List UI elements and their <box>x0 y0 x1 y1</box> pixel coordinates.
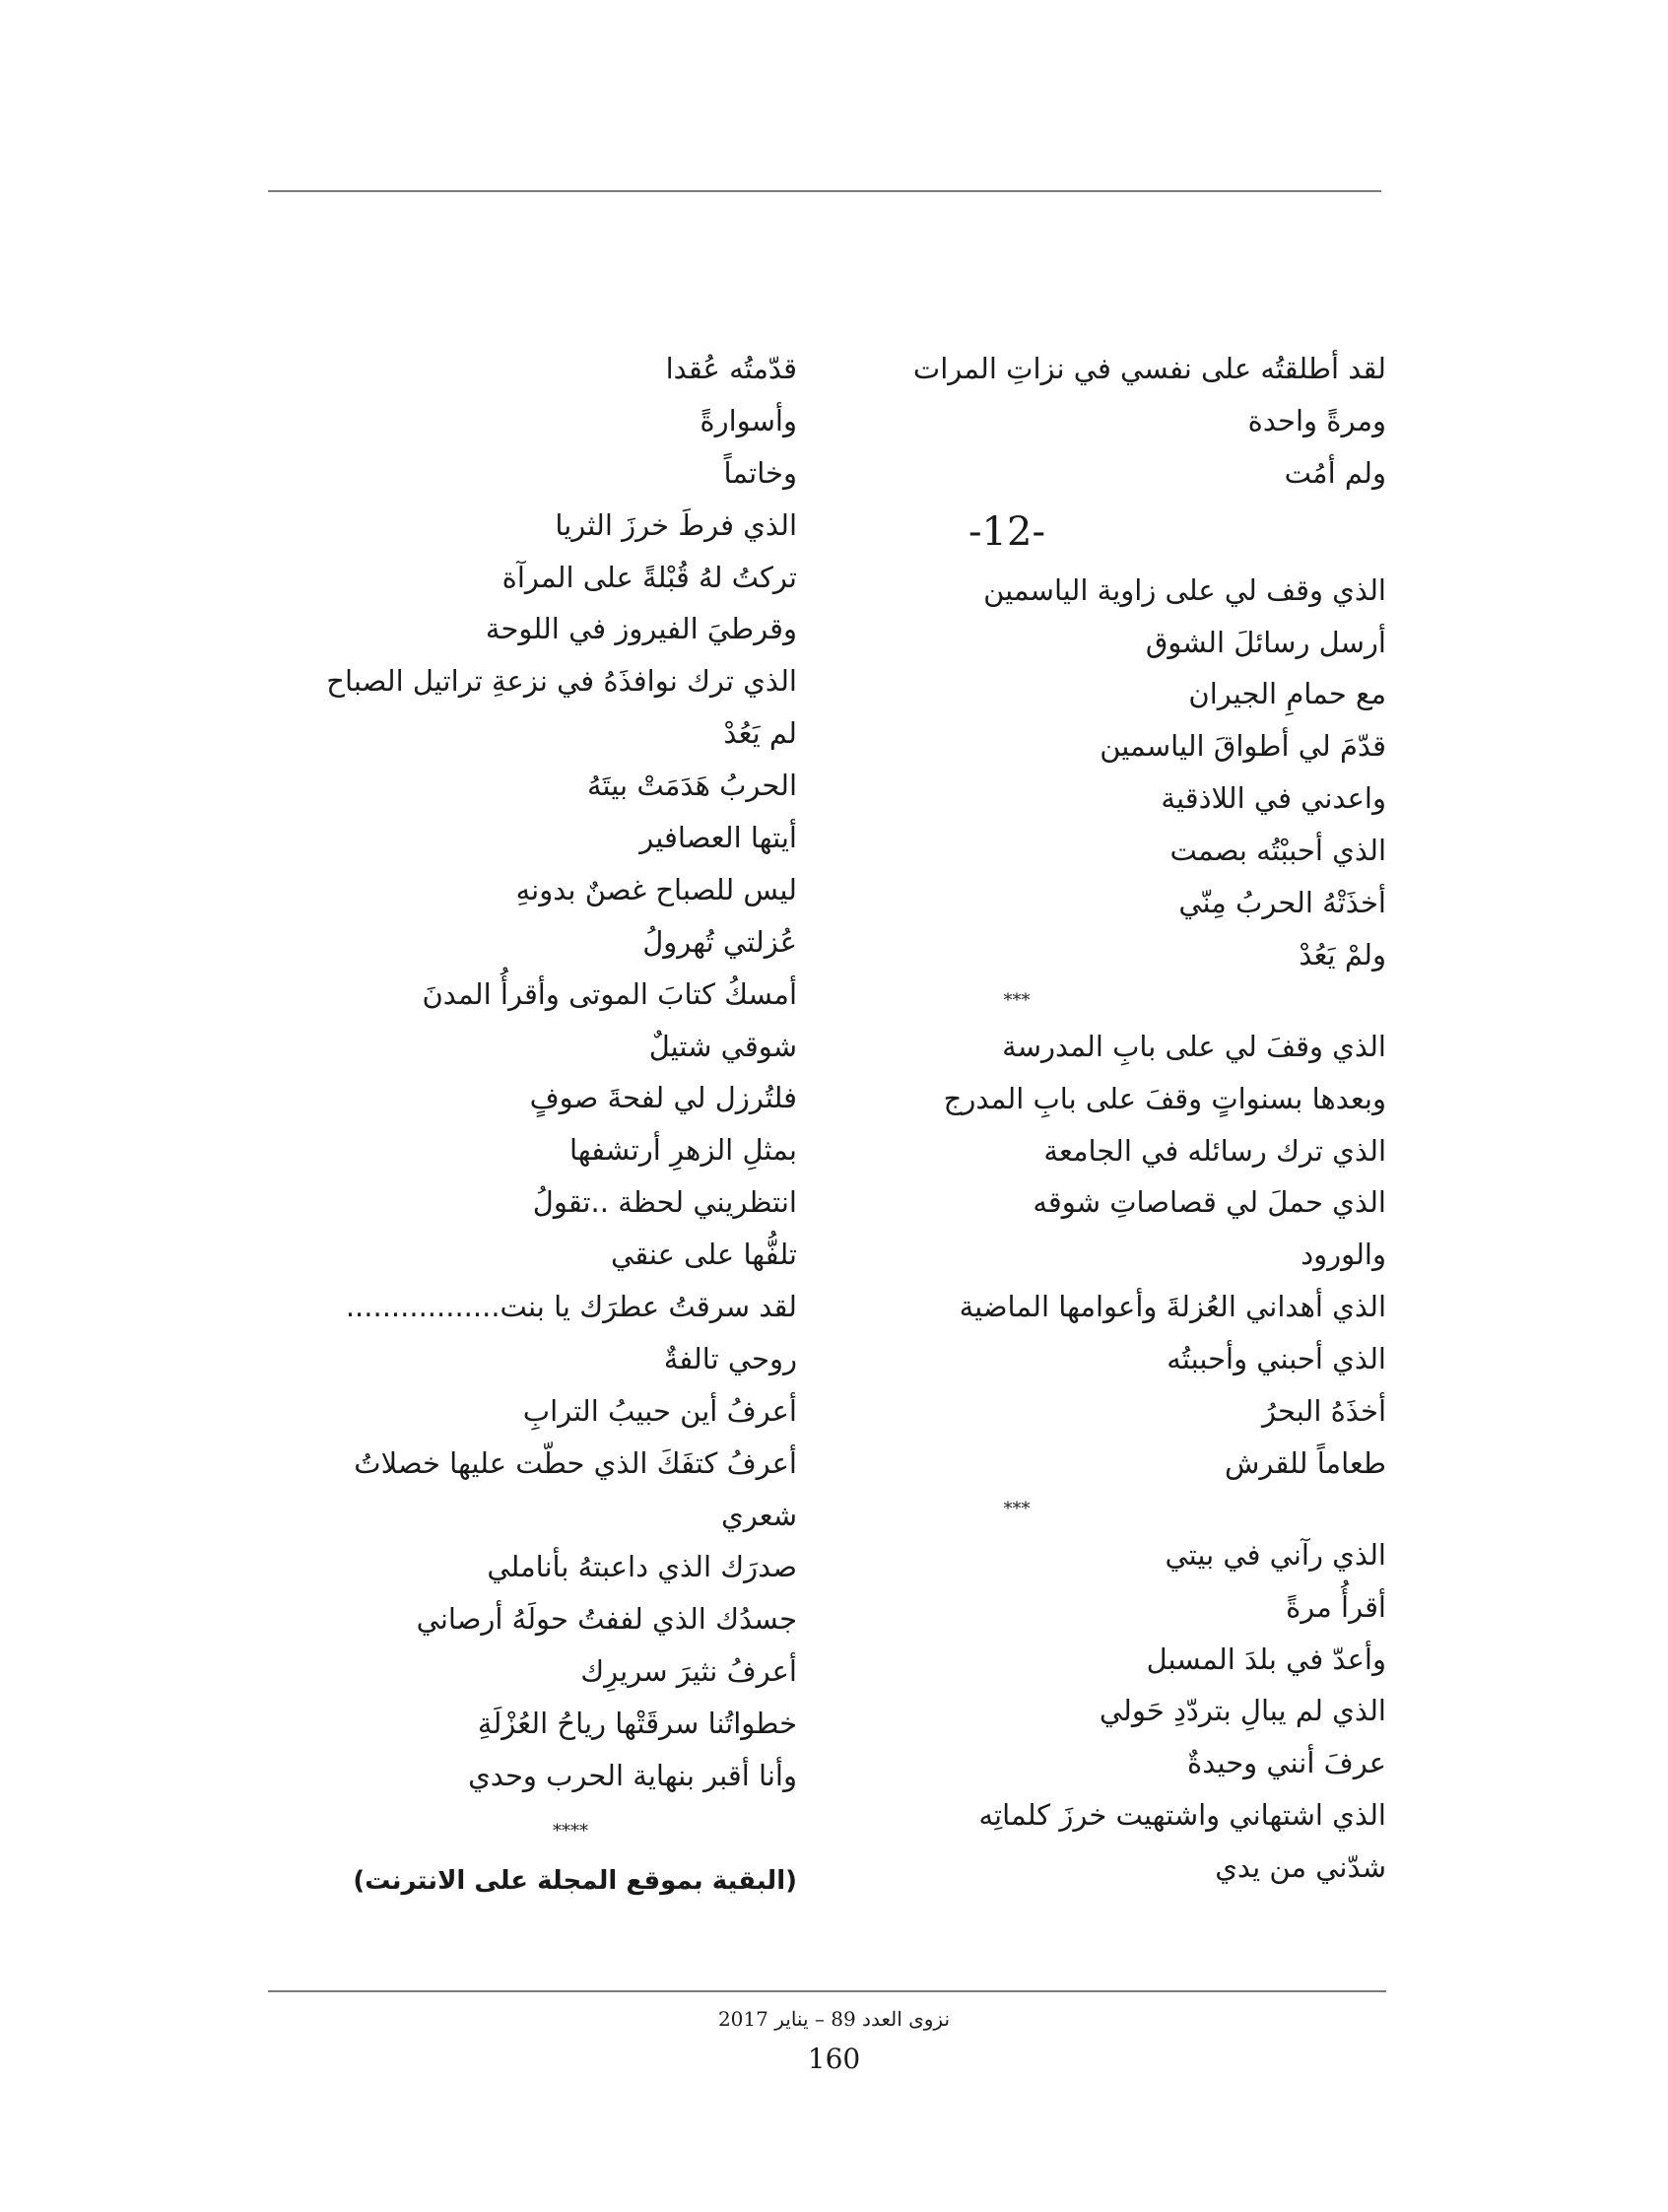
poem-line: وقرطيَ الفيروز في اللوحة <box>485 612 797 646</box>
poem-line: قدّمَ لي أطواقَ الياسمين <box>1100 729 1386 764</box>
poem-line: بمثلِ الزهرِ أرتشفها <box>568 1133 797 1168</box>
bottom-rule <box>268 1990 1386 1992</box>
poem-line: الذي حملَ لي قصاصاتِ شوقه <box>1033 1185 1386 1220</box>
poem-line: مع حمامِ الجيران <box>1188 677 1386 711</box>
poem-line: الذي فرطَ خرزَ الثريا <box>555 507 797 542</box>
left-lines <box>167 343 797 1802</box>
right-block-3 <box>795 1021 1386 1490</box>
continuation-note: (البقية بموقع المجلة على الانترنت) <box>353 1865 797 1896</box>
poem-line: الذي رآني في بيتي <box>1165 1537 1386 1572</box>
poem-line: خطواتُنا سرقَتْها رياحُ العُزْلَةِ <box>477 1707 797 1741</box>
poem-line: لقد سرقتُ عطرَك يا بنت................. <box>345 1290 797 1324</box>
page-number: 160 <box>807 2043 861 2075</box>
poem-line: الذي أهداني العُزلةَ وأعوامها الماضية <box>959 1290 1386 1324</box>
poem-line: لم يَعُدْ <box>723 716 797 751</box>
poem-line: أخذَتْهُ الحربُ مِنّي <box>1178 886 1386 920</box>
poem-line: الذي وقفَ لي على بابِ المدرسة <box>1002 1029 1386 1063</box>
poem-line: صدرَك الذي داعبتهُ بأناملي <box>487 1550 797 1584</box>
poem-line: أخذَهُ البحرُ <box>1262 1394 1386 1429</box>
poem-line: الذي اشتهاني واشتهيت خرزَ كلماتِه <box>978 1798 1386 1833</box>
stars-separator-1: *** <box>1003 989 1031 1011</box>
poem-line: وخاتماً <box>723 455 797 490</box>
poem-line: وأسوارةً <box>700 403 797 437</box>
right-block-1 <box>795 343 1386 500</box>
poem-line: ومرةً واحدة <box>1247 403 1386 437</box>
poem-line: تركتُ لهُ قُبْلةً على المرآة <box>501 560 797 594</box>
stars-separator-3: **** <box>553 1820 588 1842</box>
poem-line: أقرأُ مرةً <box>1286 1589 1386 1624</box>
poem-line: ولم أمُت <box>1284 455 1386 490</box>
poem-line: أيتها العصافير <box>639 821 797 855</box>
poem-line: الذي لم يبالِ بتردّدِ حَولي <box>1099 1694 1386 1728</box>
poem-line: طعاماً للقرش <box>1224 1445 1386 1480</box>
poem-line: أعرفُ أين حبيبُ الترابِ <box>522 1393 797 1428</box>
poem-line: والورود <box>1301 1238 1386 1272</box>
poem-line: الذي أحببْتُه بصمت <box>1169 834 1386 868</box>
poem-line: الذي وقف لي على زاوية الياسمين <box>983 572 1386 607</box>
poem-line: تلفُّها على عنقي <box>611 1238 797 1272</box>
poem-line: وأنا أقبر بنهاية الحرب وحدي <box>468 1759 797 1793</box>
poem-line: شعري <box>721 1498 797 1532</box>
top-rule <box>268 190 1381 192</box>
left-column <box>167 343 797 1910</box>
section-number: -12- <box>968 508 1045 555</box>
poem-line: الذي ترك رسائله في الجامعة <box>1043 1133 1386 1168</box>
poem-line: قدّمتُه عُقدا <box>665 352 797 385</box>
right-block-2 <box>795 565 1386 981</box>
poem-line: ليس للصباح غصنٌ بدونهِ <box>515 872 797 906</box>
poem-line: ولمْ يَعُدْ <box>1299 937 1386 972</box>
issue-info: نزوى العدد 89 – يناير 2017 <box>717 2007 951 2031</box>
poem-line: شدّني من يدي <box>1215 1850 1386 1885</box>
poem-line: الحربُ هَدَمَتْ بيتَهُ <box>587 769 797 803</box>
poem-line: وبعدها بسنواتٍ وقفَ على بابِ المدرج <box>943 1081 1386 1115</box>
poem-line: عُزلتي تُهرولُ <box>642 924 797 959</box>
poem-line: وأعدّ في بلدَ المسبل <box>1146 1642 1386 1676</box>
right-column <box>795 343 1386 1894</box>
poem-line: أعرفُ كتفَكَ الذي حطّت عليها خصلاتُ <box>354 1445 797 1480</box>
poem-line: روحي تالفةٌ <box>663 1341 797 1375</box>
poem-line: أرسل رسائلَ الشوق <box>1145 625 1386 659</box>
poem-line: واعدني في اللاذقية <box>1161 781 1386 816</box>
stars-separator-2: *** <box>1003 1498 1031 1519</box>
poem-line: عرفَ أنني وحيدةٌ <box>1187 1746 1386 1780</box>
poem-line: فلتُرزل لي لفحةَ صوفٍ <box>529 1081 797 1115</box>
poem-line: لقد أطلقتُه على نفسي في نزاتِ المرات <box>912 352 1386 385</box>
poem-line: جسدُك الذي لففتُ حولَهُ أرصاني <box>416 1602 797 1637</box>
right-block-4 <box>795 1529 1386 1894</box>
poem-line: شوقي شتيلٌ <box>648 1029 797 1063</box>
poem-line: أعرفُ نثيرَ سريرِك <box>580 1654 797 1689</box>
poem-line: أمسكُ كتابَ الموتى وأقرأُ المدنَ <box>422 976 797 1011</box>
poem-line: الذي أحبني وأحببتُه <box>1167 1342 1386 1376</box>
poem-line: انتظريني لحظة ..تقولُ <box>532 1185 797 1220</box>
poem-line: الذي ترك نوافذَهُ في نزعةِ تراتيل الصباح <box>326 664 797 699</box>
